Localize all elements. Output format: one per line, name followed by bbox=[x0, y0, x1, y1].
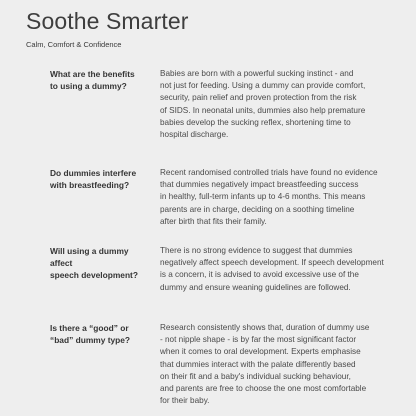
question-line: Do dummies interfere bbox=[50, 168, 137, 178]
faq-answer bbox=[160, 322, 392, 407]
answer-line: security, pain relief and proven protection from the risk bbox=[160, 93, 357, 103]
answer-line: parents are in charge, deciding on a soothing timeline bbox=[160, 204, 355, 214]
answer-line: dummy and ensure weaning guidelines are followed. bbox=[160, 282, 351, 292]
answer-line: that dummies negatively impact breastfeeding success bbox=[160, 180, 359, 190]
faq-answer bbox=[160, 167, 392, 228]
answer-line: that dummies interact with the palate differently based bbox=[160, 359, 356, 369]
answer-line: hospital discharge. bbox=[160, 130, 229, 140]
answer-line: on their fit and a baby's individual sucking behaviour, bbox=[160, 371, 351, 381]
answer-line: is a concern, it is advised to avoid excessive use of the bbox=[160, 270, 359, 280]
answer-line: in healthy, full-term infants up to 4-6 months. This means bbox=[160, 192, 366, 202]
question-line: Will using a dummy affect bbox=[50, 246, 129, 269]
faq-question bbox=[50, 167, 150, 191]
question-line: “bad” dummy type? bbox=[50, 335, 131, 346]
answer-line: - not nipple shape - is by far the most significant factor bbox=[160, 335, 357, 345]
question-line: with breastfeeding? bbox=[50, 180, 130, 191]
answer-line: of SIDS. In neonatal units, dummies also help premature bbox=[160, 105, 366, 115]
answer-line: not just for feeding. Using a dummy can provide comfort, bbox=[160, 81, 366, 91]
answer-line: Recent randomised controlled trials have found no evidence bbox=[160, 168, 378, 177]
answer-line: for their baby. bbox=[160, 396, 210, 406]
answer-line: negatively affect speech development. If speech development bbox=[160, 258, 384, 268]
question-line: Is there a “good” or bbox=[50, 323, 129, 333]
faq-question bbox=[50, 322, 150, 346]
answer-line: There is no strong evidence to suggest that dummies bbox=[160, 246, 353, 255]
answer-line: babies develop the sucking reflex, shortening time to bbox=[160, 117, 351, 127]
answer-line: Research consistently shows that, duration of dummy use bbox=[160, 323, 370, 332]
question-line: What are the benefits bbox=[50, 69, 135, 79]
answer-line: Babies are born with a powerful sucking instinct - and bbox=[160, 69, 354, 78]
answer-line: when it comes to oral development. Experts emphasise bbox=[160, 347, 361, 357]
page-title: Soothe Smarter bbox=[26, 8, 189, 34]
faq-question bbox=[50, 68, 150, 92]
page-subtitle: Calm, Comfort & Confidence bbox=[26, 40, 122, 49]
faq-answer bbox=[160, 68, 392, 141]
faq-question bbox=[50, 245, 150, 282]
faq-answer bbox=[160, 245, 392, 294]
question-line: to using a dummy? bbox=[50, 81, 127, 92]
answer-line: after birth that fits their family. bbox=[160, 216, 267, 226]
question-line: speech development? bbox=[50, 270, 138, 281]
answer-line: and parents are free to choose the one most comfortable bbox=[160, 384, 367, 394]
